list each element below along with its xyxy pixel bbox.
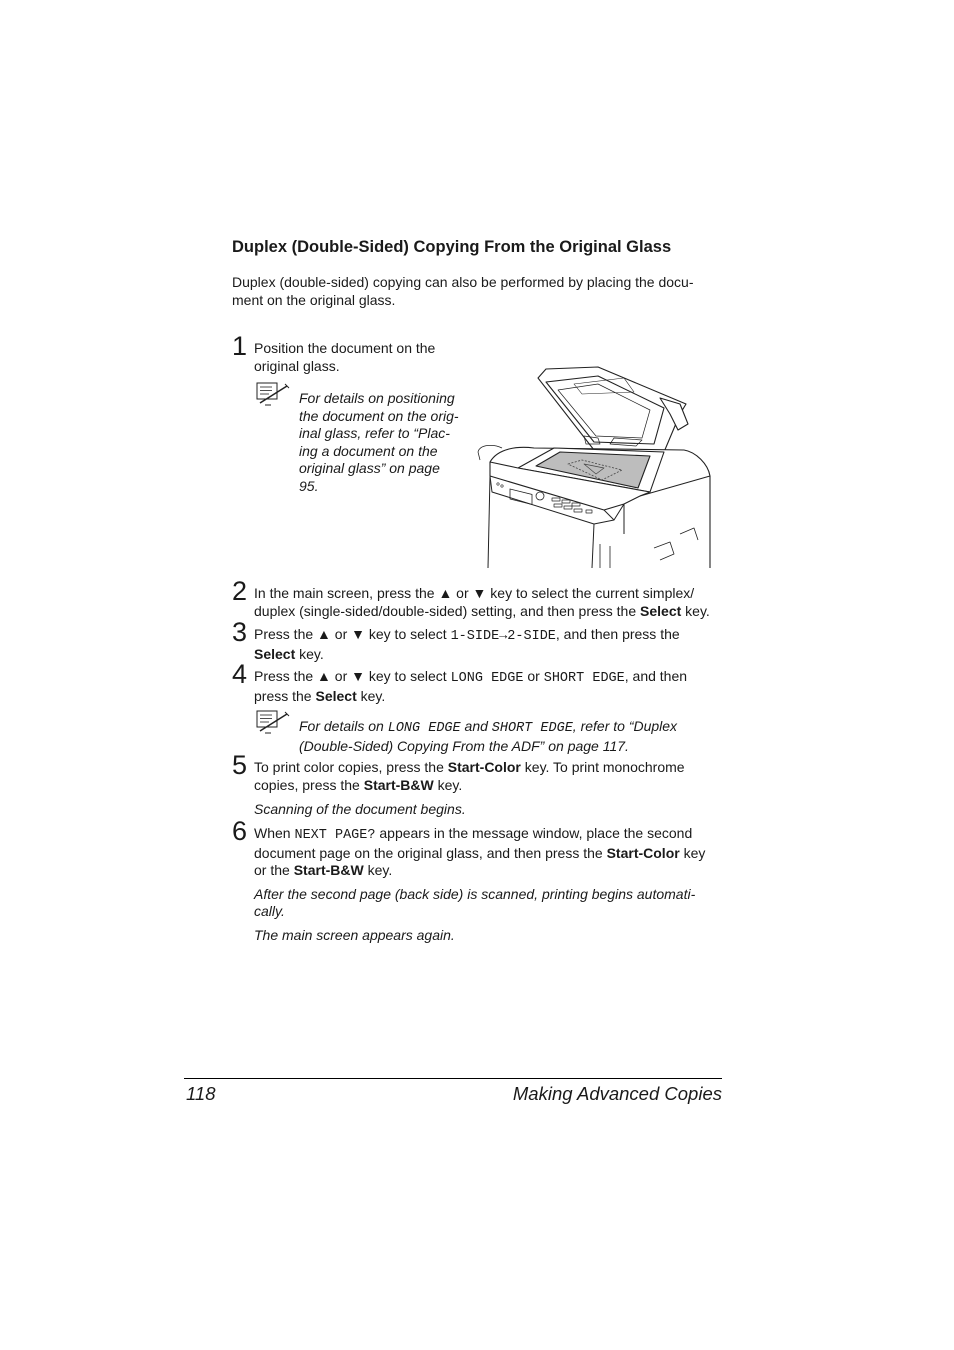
setting-code: SHORT EDGE [543,671,625,686]
select-key-label: Select [315,687,357,704]
text: or the [254,862,294,878]
down-arrow-icon: ▼ [351,626,365,642]
step-5-result: Scanning of the document begins. [254,801,466,817]
step-2-line-1 [254,585,734,603]
up-arrow-icon: ▲ [317,626,331,642]
step-3-text [254,626,734,663]
step-1-note [299,390,469,495]
section-heading: Duplex (Double-Sided) Copying From the Original Glass [232,238,672,256]
text: or [330,668,352,684]
text: key. [433,776,463,793]
intro-paragraph [232,274,722,309]
note-line: original glass” on page [299,460,440,476]
step-6-result-1: After the second page (back side) is scanned, printing begins automati- [254,885,696,902]
step-6-text [254,825,734,944]
step-6-result-2: cally. [254,903,285,919]
start-bw-key-label: Start-B&W [293,862,364,878]
text: or [452,585,473,601]
step-1-line-2: original glass. [254,357,340,374]
select-key-label: Select [640,602,682,619]
text: key. [356,687,386,704]
step-1-line-1: Position the document on the [254,340,436,356]
step-number-6: 6 [232,816,248,846]
text: , and then [624,668,688,684]
text: key to select [364,668,451,684]
text: or [330,626,352,642]
text: or [523,668,544,684]
step-number-4: 4 [232,659,248,689]
text: , and then press the [555,626,680,642]
down-arrow-icon: ▼ [472,585,487,601]
step-4-note [299,718,729,755]
start-color-key-label: Start-Color [606,844,680,861]
text: key. [295,645,324,662]
printer-illustration [474,364,714,568]
text: duplex (single-sided/double-sided) setting, and then press the [254,602,641,619]
setting-code: LONG EDGE [387,721,461,736]
down-arrow-icon: ▼ [351,668,365,684]
up-arrow-icon: ▲ [438,585,453,601]
note-pencil-icon [256,710,290,734]
footer-rule [184,1078,722,1079]
step-4-line-1 [254,668,734,688]
step-6-result-3: The main screen appears again. [254,926,455,943]
step-5-text [254,759,734,819]
note-line: ing a document on the [299,442,438,459]
setting-code: SHORT EDGE [491,721,573,736]
note-line: the document on the orig- [299,407,459,424]
step-4-text [254,668,734,705]
intro-line-2: ment on the original glass. [232,291,396,308]
text: Press the [254,626,318,642]
text: key. [363,862,393,878]
text: copies, press the [254,776,364,793]
text: appears in the message window, place the second [375,825,693,841]
step-6-line-3 [254,862,734,880]
step-3-line-1 [254,626,734,646]
step-5-line-2 [254,777,734,795]
setting-code: LONG EDGE [450,671,524,686]
text: Press the [254,668,318,684]
setting-code: 1-SIDE→2-SIDE [450,629,556,644]
note-pencil-icon [256,382,290,406]
chapter-title: Making Advanced Copies [512,1083,722,1104]
text: key. To print monochrome [520,759,685,775]
text: press the [254,687,316,704]
step-3-line-2 [254,646,734,664]
step-2-text [254,585,734,620]
step-1-text [254,340,464,375]
intro-line-1: Duplex (double-sided) copying can also be performed by placing the docu- [232,274,694,290]
note-line: 95. [299,477,319,494]
page-number: 118 [186,1083,216,1104]
note-line: For details on positioning [299,390,455,406]
note-line: (Double-Sided) Copying From the ADF” on page 117. [299,737,629,754]
note-line: inal glass, refer to “Plac- [299,425,450,441]
step-6-line-1 [254,825,734,845]
up-arrow-icon: ▲ [317,668,331,684]
text: document page on the original glass, and then press the [254,844,607,861]
text: For details on [299,718,388,734]
step-4-line-2 [254,688,734,706]
message-code: NEXT PAGE? [294,828,376,843]
step-number-1: 1 [232,331,248,361]
text: key to select the current simplex/ [486,585,695,601]
text: key to select [364,626,451,642]
text: key [679,844,706,861]
text: When [254,825,295,841]
step-6-line-2 [254,845,734,863]
step-2-line-2 [254,603,734,621]
text: key. [681,602,710,619]
start-bw-key-label: Start-B&W [363,776,434,793]
text: and [460,718,492,734]
step-number-5: 5 [232,750,248,780]
step-number-2: 2 [232,576,248,606]
step-number-3: 3 [232,617,248,647]
text: To print color copies, press the [254,759,448,775]
select-key-label: Select [254,645,296,662]
start-color-key-label: Start-Color [447,759,521,775]
step-5-line-1 [254,759,734,777]
text: In the main screen, press the [254,585,439,601]
note-line [299,718,729,738]
text: , refer to “Duplex [572,718,678,734]
